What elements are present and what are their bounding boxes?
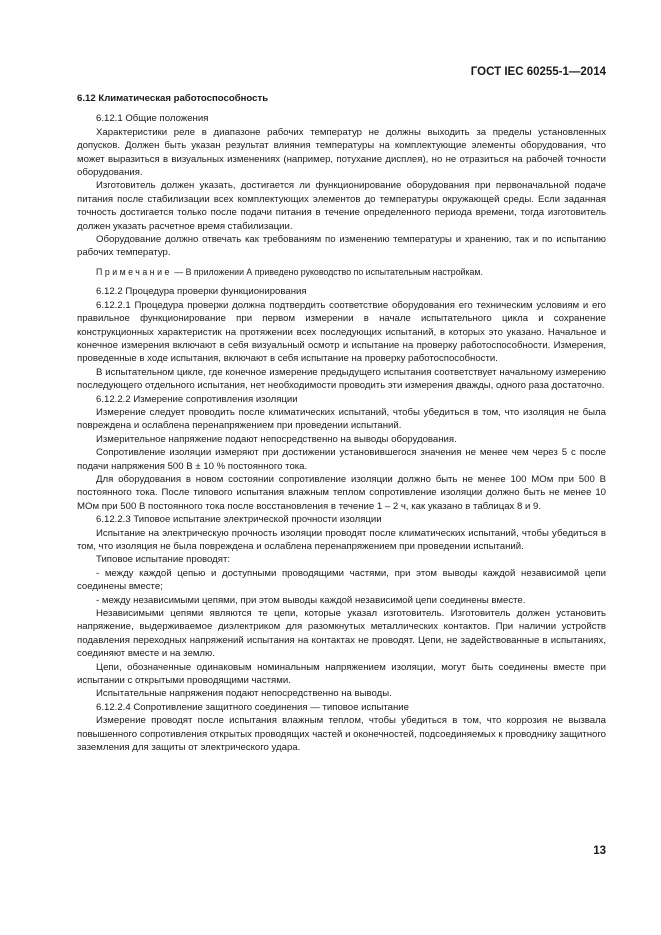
paragraph: В испытательном цикле, где конечное измерение предыдущего испытания соответствует начальному измерению последующего отдельного испытания, нет необходимости проводить эти измерения дважды, одного раза достаточно. — [77, 366, 606, 392]
page-content — [77, 92, 606, 755]
note-label: Примечание — [96, 266, 172, 277]
paragraph: Изготовитель должен указать, достигается ли функционирование оборудования при первоначальной подаче питания после стабилизации всех комплектующих элементов до температуры окружающей среды. Если заданная точность достигается только после подачи питания в течение определенного периода времени, тогда изготовитель должен указать расчетное время стабилизации. — [77, 180, 606, 232]
document-header: ГОСТ IEC 60255-1—2014 — [470, 66, 606, 78]
paragraph: 6.12.2.1 Процедура проверки должна подтвердить соответствие оборудования его техническим условиям и его правильное функционирование при первом измерении в начале испытательного цикла и сохранение конструкционных характеристик на протяжении всех последующих испытаний, в которых это указано. Начальное и конечное измерения включают в себя визуальный осмотр и испытание на проверку работоспособности. Измерения, проведенные в ходе испытания, включают в себя испытание на проверку работоспособности. — [77, 299, 606, 365]
subsection-title: 6.12.1 Общие положения — [96, 113, 209, 125]
paragraph: Испытание на электрическую прочность изоляции проводят после климатических испытаний, чтобы убедиться в том, что изоляция не была повреждена и ослаблена перенапряжением при проведении испытаний. — [77, 527, 606, 552]
paragraph: Типовое испытание проводят: — [96, 554, 231, 566]
note-text: — В приложении А приведено руководство по испытательным настройкам. — [171, 266, 483, 277]
subsection-title: 6.12.2.2 Измерение сопротивления изоляции — [96, 393, 298, 405]
note — [77, 266, 606, 279]
paragraph: Цепи, обозначенные одинаковым номинальным напряжением изоляции, могут быть соединены вместе при испытании с открытыми проводящими частями. — [77, 661, 606, 687]
paragraph: Независимыми цепями являются те цепи, которые указал изготовитель. Изготовитель должен установить напряжение, выдерживаемое диэлектриком для разомкнутых металлических контактов. При наличии устройств подавления переходных напряжений испытания на контактах не проводят. Цепи, не задействованные в испытаниях, соединяют вместе и на землю. — [77, 608, 606, 660]
paragraph: Испытательные напряжения подают непосредственно на выводы. — [96, 688, 392, 700]
subsection-title: 6.12.2.3 Типовое испытание электрической прочности изоляции — [96, 514, 382, 526]
paragraph: Измерение проводят после испытания влажным теплом, чтобы убедиться в том, что коррозия не вызвала повышенного сопротивления открытых проводящих частей и оконечностей, подсоединяемых к проводнику защитного заземления для защиты от электрического удара. — [77, 715, 606, 754]
paragraph: Оборудование должно отвечать как требованиям по изменению температуры и хранению, так и по испытанию рабочих температур. — [77, 234, 606, 259]
page-number: 13 — [593, 845, 606, 857]
paragraph: Характеристики реле в диапазоне рабочих температур не должны выходить за пределы установленных допусков. Должен быть указан результат влияния температуры на комплектующие элементы оборудования, что может выразиться в визуальных изменениях (например, потухание дисплея), но не отразиться на рабочей точности оборудования. — [77, 126, 606, 179]
subsection-title: 6.12.2 Процедура проверки функционирования — [96, 286, 307, 298]
subsection-title: 6.12.2.4 Сопротивление защитного соединения — типовое испытание — [96, 701, 409, 713]
list-item: - между каждой цепью и доступными проводящими частями, при этом выводы каждой независимой цепи соединены вместе; — [77, 567, 606, 593]
paragraph: Сопротивление изоляции измеряют при достижении установившегося значения не менее чем через 5 с после подачи напряжения 500 В ± 10 % постоянного тока. — [77, 447, 606, 472]
list-item: - между независимыми цепями, при этом выводы каждой независимой цепи соединены вместе. — [96, 594, 526, 606]
paragraph: Измерение следует проводить после климатических испытаний, чтобы убедиться в том, что изоляция не была повреждена и ослаблена перенапряжением при проведении испытаний. — [77, 406, 606, 432]
paragraph: Для оборудования в новом состоянии сопротивление изоляции должно быть не менее 100 МОм при 500 В постоянного тока. После типового испытания влажным теплом сопротивление изоляции должно быть не менее 10 МОм при 500 В постоянного тока после восстановления в течение 1 – 2 ч, как указано в таблицах 8 и 9. — [77, 473, 606, 512]
section-heading: 6.12 Климатическая работоспособность — [77, 93, 269, 104]
paragraph: Измерительное напряжение подают непосредственно на выводы оборудования. — [96, 433, 457, 445]
